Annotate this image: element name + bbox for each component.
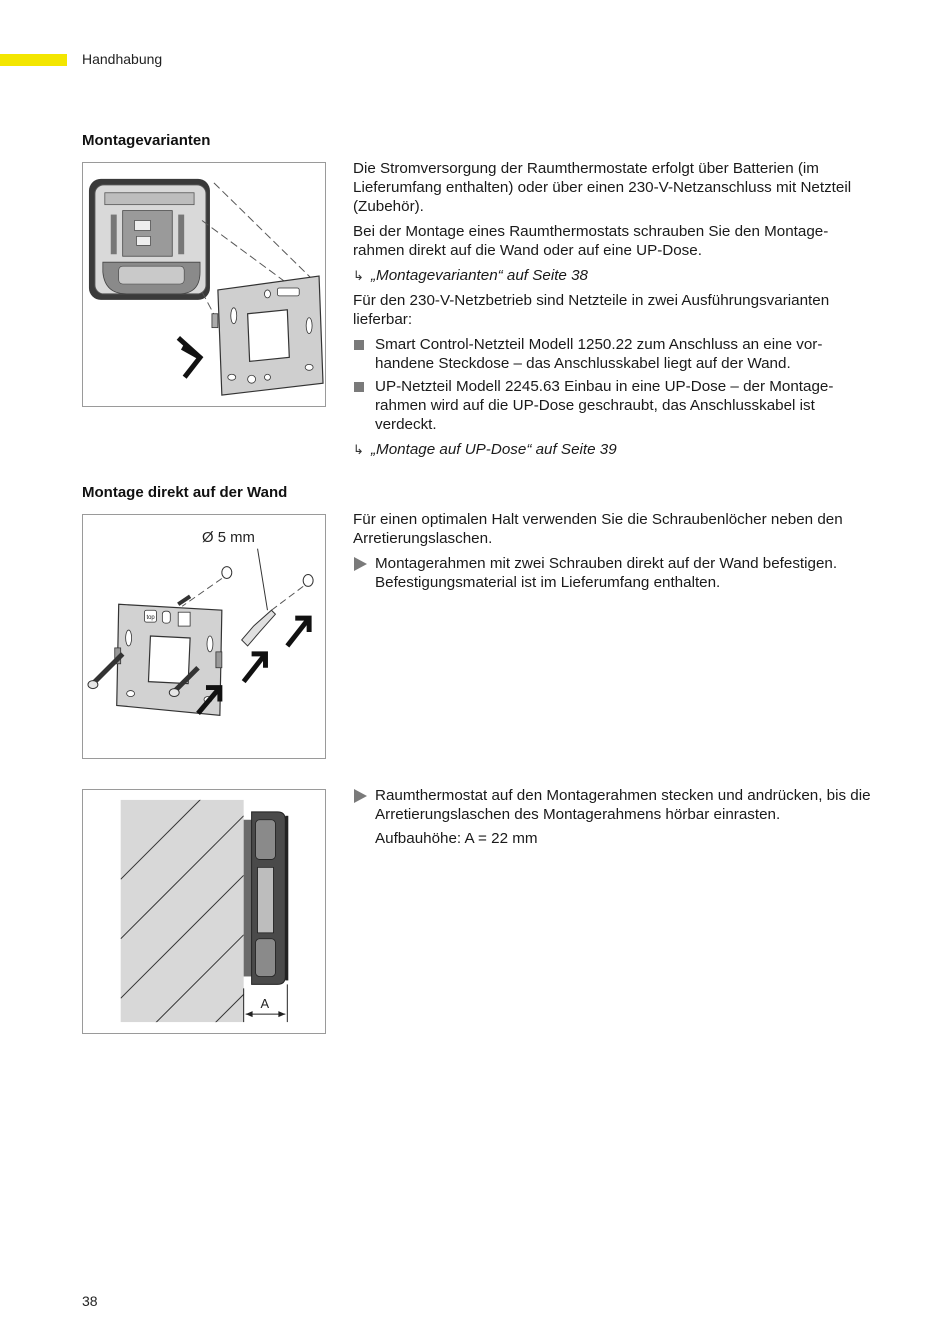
plate-top-label: top: [146, 615, 155, 622]
square-bullet-icon: [353, 335, 375, 373]
mounting-variants-illustration: [83, 163, 325, 406]
cross-reference-text: „Montagevarianten“ auf Seite 38: [371, 267, 588, 284]
push-arrow-icon: [287, 618, 309, 646]
wall-mount-illustration: [83, 515, 325, 758]
push-arrow-icon: [180, 340, 200, 376]
triangle-step-icon: [353, 786, 375, 824]
mounting-plate-icon: [115, 604, 222, 715]
mounting-height-note: Aufbauhöhe: A = 22 mm: [375, 830, 538, 847]
mounting-plate-icon: [212, 276, 323, 395]
instruction-step-text: Montagerahmen mit zwei Schrauben direkt auf der Wand befestigen. Befestigungsmaterial ist im Lieferumfang enthalten.: [375, 555, 838, 591]
triangle-step-icon: [353, 554, 375, 592]
figure-mounting-variants: [82, 162, 326, 407]
instruction-step-text: Raumthermostat auf den Montagerahmen stecken und andrücken, bis die Arretierungslaschen des Montagerahmens hörbar einrasten.: [375, 787, 871, 823]
section-title-wall-mount: Montage direkt auf der Wand: [82, 484, 288, 501]
paragraph-power-adapters: Für den 230-V-Netzbetrieb sind Netzteile in zwei Ausführungsvarianten lieferbar:: [353, 292, 830, 328]
instruction-step: [353, 554, 873, 592]
reference-arrow-icon: ↳: [353, 268, 364, 283]
wall-section-icon: [121, 790, 244, 1033]
list-item: [353, 335, 873, 373]
paragraph-screw-holes: Für einen optimalen Halt verwenden Sie die Schraubenlöcher neben den Arretierungslaschen.: [353, 511, 843, 547]
section3-text: [353, 786, 873, 854]
paragraph-mounting-frame: Bei der Montage eines Raumthermostats schrauben Sie den Montagerahmen direkt auf die Wand oder auf eine UP-Dose.: [353, 223, 829, 259]
drill-size-label: Ø 5 mm: [202, 529, 255, 546]
paragraph-power-supply: Die Stromversorgung der Raumthermostate erfolgt über Batterien (im Lieferumfang enthalten) oder über einen 230-V-Netzanschluss mit Netzteil (Zubehör).: [353, 160, 852, 215]
instruction-step: [353, 786, 873, 824]
dimension-label: A: [260, 996, 270, 1012]
section1-text: [353, 159, 873, 465]
header-color-bar: [0, 54, 67, 66]
square-bullet-icon: [353, 377, 375, 434]
thermostat-back-icon: [89, 179, 210, 300]
list-item: [353, 377, 873, 434]
list-item-text: UP-Netzteil Modell 2245.63 Einbau in eine UP-Dose – der Montagerahmen wird auf die UP-Dose geschraubt, das Anschlusskabel ist verdeckt.: [375, 378, 834, 433]
cross-reference-up-dose[interactable]: [353, 440, 873, 459]
mounting-height-illustration: [83, 790, 325, 1033]
page-number: 38: [82, 1293, 98, 1309]
reference-arrow-icon: ↳: [353, 442, 364, 457]
header-section-label: Handhabung: [82, 51, 163, 67]
list-item-text: Smart Control-Netzteil Modell 1250.22 zum Anschluss an eine vorhandene Steckdose – das Anschlusskabel liegt auf der Wand.: [375, 336, 823, 372]
figure-wall-mount: [82, 514, 326, 759]
figure-mounting-height: [82, 789, 326, 1034]
push-arrow-icon: [244, 654, 266, 682]
section-title-montagevarianten: Montagevarianten: [82, 132, 211, 149]
cross-reference-text: „Montage auf UP-Dose“ auf Seite 39: [371, 441, 617, 458]
thermostat-side-icon: [244, 812, 289, 985]
drill-hole-icon: [222, 567, 232, 579]
dimension-marker: [244, 984, 288, 1022]
drill-hole-icon: [303, 575, 313, 587]
cross-reference-montagevarianten[interactable]: [353, 266, 873, 285]
section2-text: [353, 510, 873, 597]
